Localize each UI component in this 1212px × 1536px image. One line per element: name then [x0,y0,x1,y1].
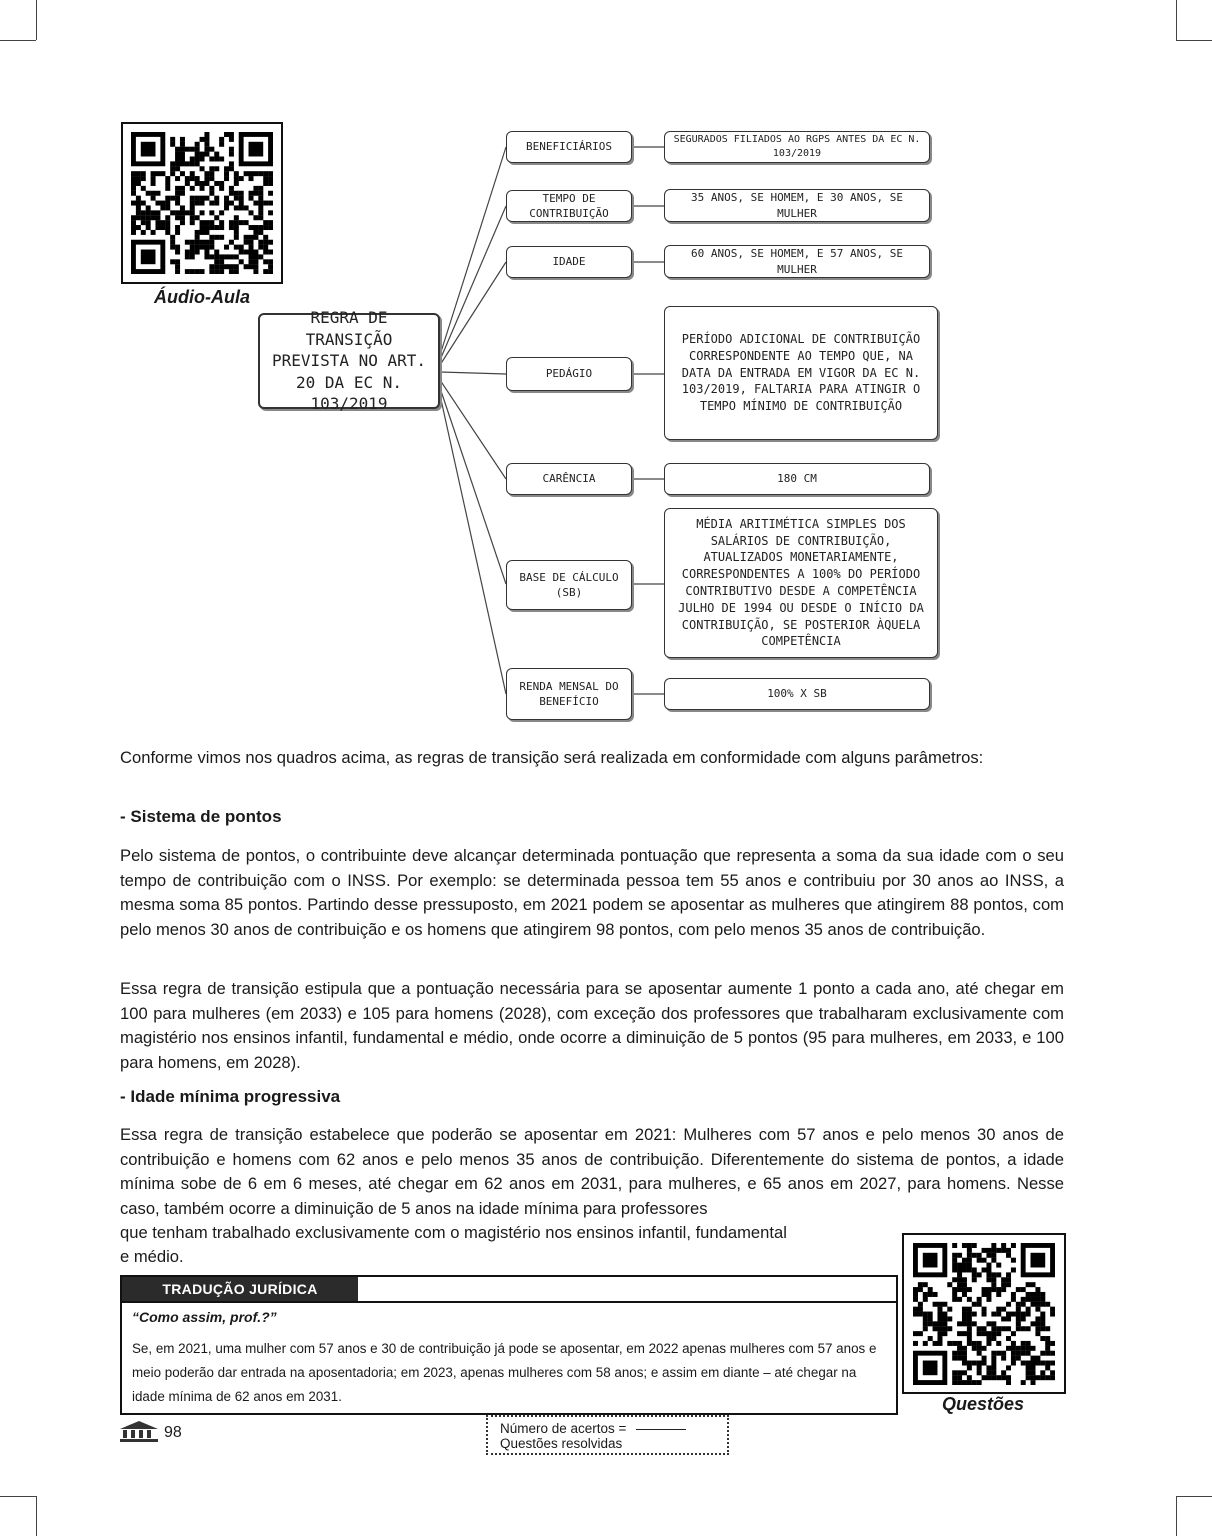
connector [440,388,506,584]
mindmap-label-carencia: CARÊNCIA [506,463,632,495]
mindmap-label-tempo-contribuicao: TEMPO DE CONTRIBUIÇÃO [506,190,632,222]
mindmap-value-pedagio: PERÍODO ADICIONAL DE CONTRIBUIÇÃO CORRESPONDENTE AO TEMPO QUE, NA DATA DA ENTRADA EM VIGOR DA EC N. 103/2019, FALTARIA PARA ATINGIR O TEMPO MÍNIMO DE CONTRIBUIÇÃO [664,306,938,440]
mindmap-label-renda-mensal: RENDA MENSAL DO BENEFÍCIO [506,668,632,720]
qr-caption-audio-aula: Áudio-Aula [154,287,250,307]
mindmap-value-carencia: 180 CM [664,463,930,495]
heading-sistema-pontos: - Sistema de pontos [120,807,282,826]
traducao-juridica-subtitle: “Como assim, prof.?” [132,1309,277,1325]
institution-icon [118,1420,160,1442]
crop-mark [1176,1496,1212,1497]
divider [122,1301,896,1303]
connector [440,147,506,355]
connector [440,395,506,694]
score-blank[interactable] [636,1429,686,1430]
paragraph-idade-minima-end: e médio. [120,1247,184,1266]
traducao-juridica-text: Se, em 2021, uma mulher com 57 anos e 30 de contribuição já pode se aposentar, em 2022 apenas mulheres com 57 anos e meio poderão dar entrada na aposentadoria; em 2023, apenas mulheres com 58 anos; e assim em diante – até chegar na idade mínima de 62 anos em 2031. [132,1341,877,1404]
connector [440,262,506,365]
mindmap-value-idade: 60 ANOS, SE HOMEM, E 57 ANOS, SE MULHER [664,245,930,278]
mindmap-label-beneficiarios: BENEFICIÁRIOS [506,131,632,163]
traducao-juridica-box [120,1275,898,1415]
mindmap-value-beneficiarios: SEGURADOS FILIADOS AO RGPS ANTES DA EC N. 103/2019 [664,131,930,163]
paragraph-pontuacao: Essa regra de transição estipula que a pontuação necessária para se aposentar aumente 1 ponto a cada ano, até chegar em 100 para mulheres (em 2033) e 105 para homens (2028), com exceção dos professores que trabalharam exclusivamente com magistério nos ensinos infantil, fundamental e médio, onde ocorre a diminuição de 5 pontos (95 para mulheres, em 2033, e 100 para homens, em 2028). [120,979,1064,1072]
connector [440,372,506,374]
mindmap-root: REGRA DE TRANSIÇÃO PREVISTA NO ART. 20 DA EC N. 103/2019 [258,313,440,409]
mindmap-value-tempo-contribuicao: 35 ANOS, SE HOMEM, E 30 ANOS, SE MULHER [664,189,930,222]
mindmap-value-base-calculo: MÉDIA ARITIMÉTICA SIMPLES DOS SALÁRIOS DE CONTRIBUIÇÃO, ATUALIZADOS MONETARIAMENTE, CORRESPONDENTES A 100% DO PERÍODO CONTRIBUTIVO DESDE A COMPETÊNCIA JULHO DE 1994 OU DESDE O INÍCIO DA CONTRIBUIÇÃO, SE POSTERIOR ÀQUELA COMPETÊNCIA [664,508,938,658]
connector [440,206,506,360]
page-number: 98 [164,1424,182,1441]
mindmap-label-idade: IDADE [506,246,632,278]
score-label-acertos: Número de acertos = [500,1421,627,1436]
crop-mark [1176,1496,1177,1536]
mindmap-value-renda-mensal: 100% X SB [664,678,930,710]
heading-idade-minima: - Idade mínima progressiva [120,1087,341,1106]
paragraph-idade-minima-cont: que tenham trabalhado exclusivamente com o magistério nos ensinos infantil, fundamental [120,1223,787,1242]
crop-mark [36,1496,37,1536]
mindmap-label-pedagio: PEDÁGIO [506,357,632,391]
crop-mark [0,1496,36,1497]
qr-code-questoes[interactable] [902,1233,1066,1394]
connector [440,380,506,479]
intro-paragraph: Conforme vimos nos quadros acima, as regras de transição será realizada em conformidade com alguns parâmetros: [120,748,984,767]
qr-code-icon [913,1243,1055,1385]
score-box [486,1415,729,1455]
mindmap-label-base-calculo: BASE DE CÁLCULO (SB) [506,560,632,610]
paragraph-sistema-pontos: Pelo sistema de pontos, o contribuinte deve alcançar determinada pontuação que representa a soma da sua idade com o seu tempo de contribuição com o INSS. Por exemplo: se determinada pessoa tem 55 anos e contribuiu por 30 anos ao INSS, a mesma soma 85 pontos. Partindo desse pressuposto, em 2021 podem se aposentar as mulheres que atingirem 88 pontos, com pelo menos 30 anos de contribuição e os homens que atingirem 98 pontos, com pelo menos 35 anos de contribuição. [120,846,1064,939]
qr-caption-questoes: Questões [941,1394,1025,1414]
traducao-juridica-tab: TRADUÇÃO JURÍDICA [122,1277,358,1301]
score-label-questoes: Questões resolvidas [500,1436,623,1451]
paragraph-idade-minima: Essa regra de transição estabelece que poderão se aposentar em 2021: Mulheres com 57 anos e pelo menos 30 anos de contribuição e homens com 62 anos e pelo menos 35 anos de contribuição. Diferentemente do sistema de pontos, a idade mínima sobe de 6 em 6 meses, até chegar em 62 anos em 2031, para mulheres, e 65 anos em 2027, para homens. Nesse caso, também ocorre a diminuição de 5 anos na idade mínima para professores [120,1125,1064,1218]
